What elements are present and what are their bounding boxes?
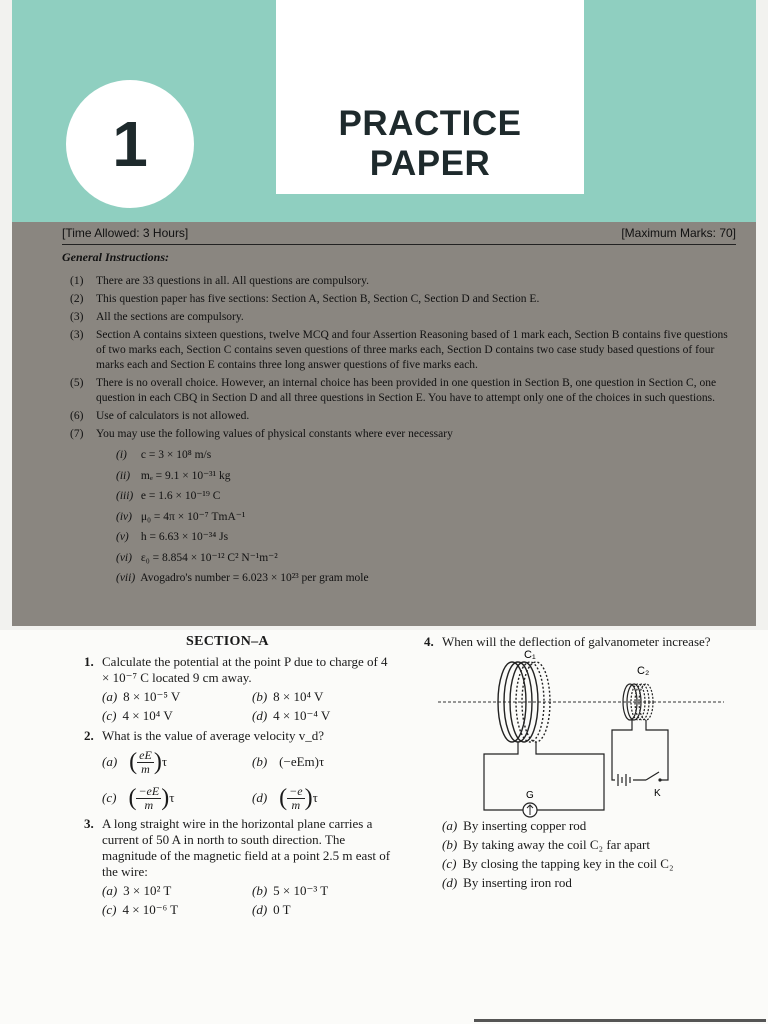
time-marks-row — [62, 226, 736, 245]
option[interactable]: (b) 5 × 10⁻³ T — [252, 883, 329, 898]
option[interactable]: (a) 3 × 10² T — [102, 883, 172, 898]
question-1: 1. Calculate the potential at the point P due to charge of 4 × 10⁻⁷ C located 9 cm away. (a) 8 × 10⁻⁵ V (b) 8 × 10⁴ V (c) 4 × 10⁴ V (d) 4 × 10⁻⁴ V — [84, 654, 394, 724]
option[interactable]: (d) ( $\frac{-e}{m}$ ) τ — [252, 783, 318, 812]
constant-item: (vi) ε₀ = 8.854 × 10⁻¹² C² N⁻¹m⁻² — [116, 551, 278, 564]
option[interactable]: (c) 4 × 10⁻⁶ T — [102, 902, 179, 917]
question-3: 3. A long straight wire in the horizontal plane carries a current of 50 A in north to south direction. The magnitude of the magnetic field at a point 2.5 m east of the wire: (a) 3 × 10² T (b) 5 × 10⁻³ T (c) 4 × 10⁻⁶ T (d) 0 T — [84, 816, 396, 918]
paper-number: 1 — [66, 80, 194, 208]
page-edge-line — [474, 1019, 766, 1022]
options — [424, 816, 744, 892]
option[interactable]: (d) 4 × 10⁻⁴ V — [252, 708, 331, 723]
options — [84, 883, 396, 918]
option[interactable]: (a) ( $\frac{eE}{m}$ ) τ — [102, 747, 168, 776]
option[interactable]: (b) (−eEm)τ — [252, 754, 325, 769]
instruction-item: (3) Section A contains sixteen questions, twelve MCQ and four Assertion Reasoning based of 1 mark each, Section B contains five questions of two marks each, Section C contains seven questions of three marks each, Section D contains two case study based questions of four marks each and Section E contains three long answer questions of five marks each. — [70, 329, 728, 371]
galvanometer-label: G — [526, 790, 534, 801]
constants-list — [70, 445, 740, 589]
constant-item: (iii) e = 1.6 × 10⁻¹⁹ C — [116, 490, 221, 502]
instruction-item: (6) Use of calculators is not allowed. — [70, 410, 250, 422]
options — [84, 747, 394, 813]
instruction-item: (7) You may use the following values of physical constants where ever necessary — [70, 428, 453, 440]
constant-item: (iv) μ₀ = 4π × 10⁻⁷ TmA⁻¹ — [116, 510, 246, 523]
instruction-item: (3) All the sections are compulsory. — [70, 311, 244, 323]
option[interactable]: (c) By closing the tapping key in the coil C₂ — [442, 856, 674, 871]
constant-item: (i) c = 3 × 10⁸ m/s — [116, 449, 212, 461]
question-2: 2. What is the value of average velocity v_d? (a) ( $\frac{eE}{m}$ ) τ (b) (−eEm)τ (c) ( $\frac{-eE}{m}$ ) τ (d) ( $\frac{-e}{m}$ ) τ — [84, 728, 394, 813]
instruction-item: (5) There is no overall choice. However, an internal choice has been provided in one question in Section B, one question in Section C, one question in each CBQ in Section D and all three questions in Section E. You have to attempt only one of the choices in such questions. — [70, 377, 717, 404]
instructions-list — [70, 274, 740, 589]
constant-item: (ii) mₑ = 9.1 × 10⁻³¹ kg — [116, 469, 231, 482]
option[interactable]: (b) 8 × 10⁴ V — [252, 689, 324, 704]
option[interactable]: (d) 0 T — [252, 902, 291, 917]
option[interactable]: (a) 8 × 10⁻⁵ V — [102, 689, 181, 704]
option[interactable]: (c) ( $\frac{-eE}{m}$ ) τ — [102, 783, 175, 812]
time-allowed: [Time Allowed: 3 Hours] — [62, 226, 189, 240]
instruction-item: (2) This question paper has five sections: Section A, Section B, Section C, Section D and Section E. — [70, 293, 540, 305]
questions-area — [0, 630, 768, 1024]
constant-item: (vii) Avogadro's number = 6.023 × 10²³ per gram mole — [116, 572, 369, 584]
instructions-heading: General Instructions: — [62, 250, 170, 264]
question-4: 4. When will the deflection of galvanometer increase? — [424, 634, 711, 649]
title-box — [276, 0, 584, 194]
question-4-options — [424, 816, 744, 892]
key-label: K — [654, 788, 661, 799]
coil-c1-label: C₁ — [524, 650, 536, 661]
coil-circuit-diagram — [432, 650, 732, 830]
instructions-panel — [12, 222, 756, 626]
option[interactable]: (c) 4 × 10⁴ V — [102, 708, 173, 723]
constant-item: (v) h = 6.63 × 10⁻³⁴ Js — [116, 531, 229, 543]
section-title: SECTION–A — [186, 634, 269, 649]
option[interactable]: (d) By inserting iron rod — [442, 875, 572, 890]
coil-c2-label: C₂ — [637, 665, 650, 677]
instruction-item: (1) There are 33 questions in all. All questions are compulsory. — [70, 275, 369, 287]
option[interactable]: (a) By inserting copper rod — [442, 818, 587, 833]
options — [84, 689, 394, 724]
option[interactable]: (b) By taking away the coil C₂ far apart — [442, 837, 651, 852]
maximum-marks: [Maximum Marks: 70] — [621, 226, 736, 240]
page-title: PRACTICE PAPER — [338, 104, 522, 183]
